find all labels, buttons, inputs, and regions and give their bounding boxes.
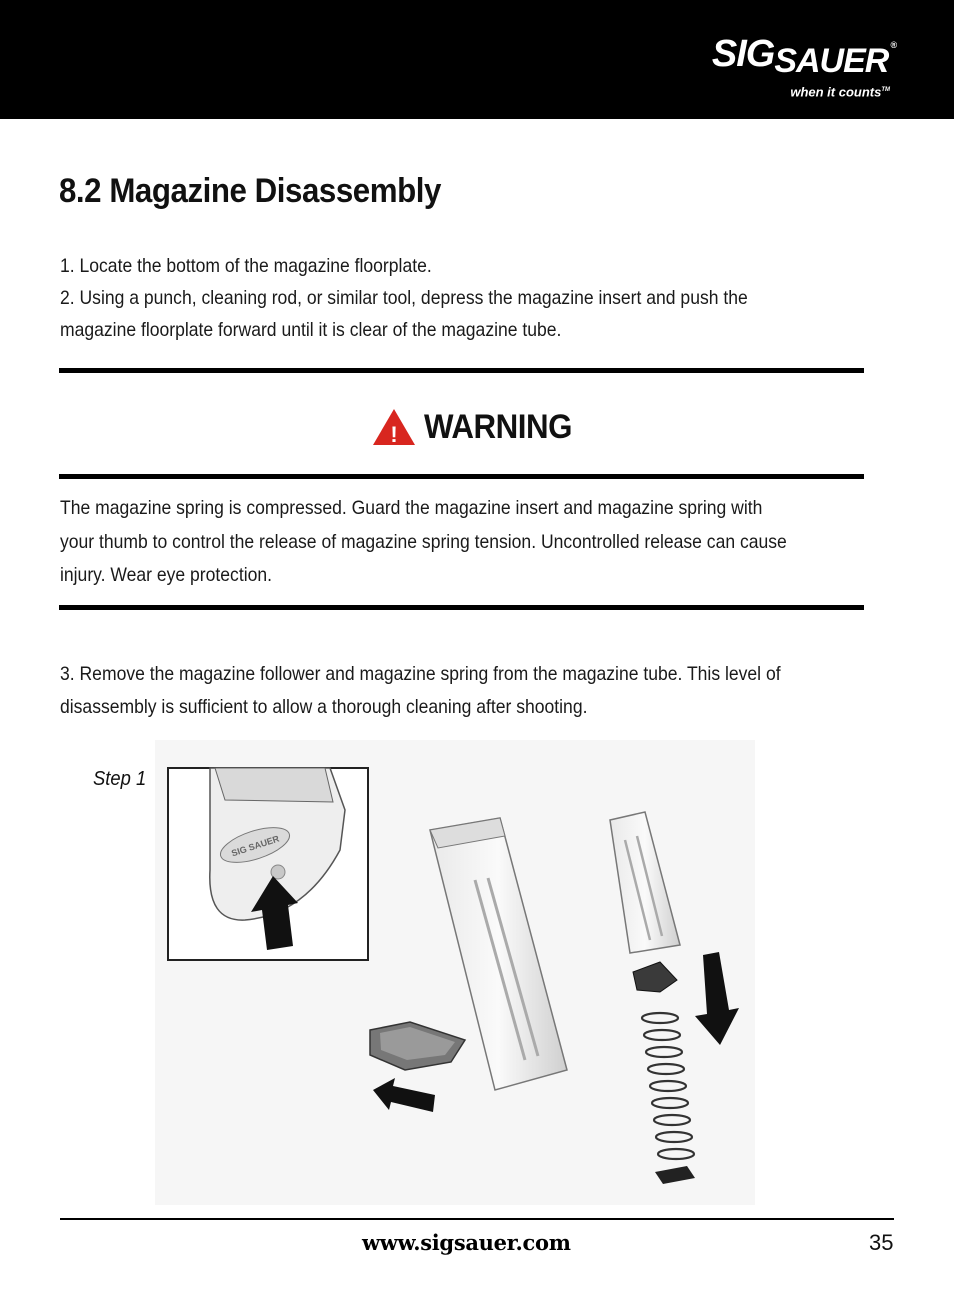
tagline-tm: TM bbox=[881, 87, 890, 93]
sig-sauer-logo bbox=[711, 33, 896, 100]
warning-top-rule bbox=[59, 368, 864, 373]
section-title: 8.2 Magazine Disassembly bbox=[59, 172, 441, 210]
step-1-label: Step 1 bbox=[93, 768, 147, 790]
footer-website-link[interactable]: www.sigsauer.com bbox=[362, 1230, 571, 1255]
step-2-text-line2: magazine floorplate forward until it is clear of the magazine tube. bbox=[60, 319, 562, 341]
floorplate-emblem-text: SIG SAUER bbox=[230, 833, 281, 859]
warning-text-line3: injury. Wear eye protection. bbox=[60, 564, 273, 586]
step-2-text-line1: 2. Using a punch, cleaning rod, or similar tool, depress the magazine insert and push the bbox=[60, 287, 748, 309]
logo-tagline bbox=[712, 83, 890, 99]
footer-rule bbox=[60, 1218, 894, 1220]
warning-icon-symbol: ! bbox=[390, 422, 398, 447]
warning-text-line2: your thumb to control the release of magazine spring tension. Uncontrolled release can cause bbox=[60, 531, 787, 553]
step-1-text: 1. Locate the bottom of the magazine floorplate. bbox=[60, 255, 432, 277]
step-1-inset bbox=[168, 768, 368, 960]
page-header bbox=[0, 0, 954, 119]
tagline-text: when it counts bbox=[790, 84, 882, 100]
warning-text-line1: The magazine spring is compressed. Guard the magazine insert and magazine spring with bbox=[60, 497, 763, 519]
step-3-text-line1: 3. Remove the magazine follower and magazine spring from the magazine tube. This level of bbox=[60, 663, 781, 685]
warning-triangle-icon bbox=[372, 407, 416, 447]
page-number: 35 bbox=[869, 1230, 894, 1255]
registered-mark: ® bbox=[890, 40, 896, 50]
warning-bottom-rule bbox=[59, 605, 864, 610]
logo-wordmark bbox=[711, 33, 896, 81]
warning-heading bbox=[372, 405, 585, 449]
warning-label: WARNING bbox=[424, 407, 572, 446]
step-3-text-line2: disassembly is sufficient to allow a thorough cleaning after shooting. bbox=[60, 696, 588, 718]
magazine-disassembly-illustration bbox=[155, 740, 755, 1205]
warning-middle-rule bbox=[59, 474, 864, 479]
logo-word-sig: SIG bbox=[711, 33, 775, 75]
logo-word-sauer: SAUER bbox=[774, 42, 889, 80]
